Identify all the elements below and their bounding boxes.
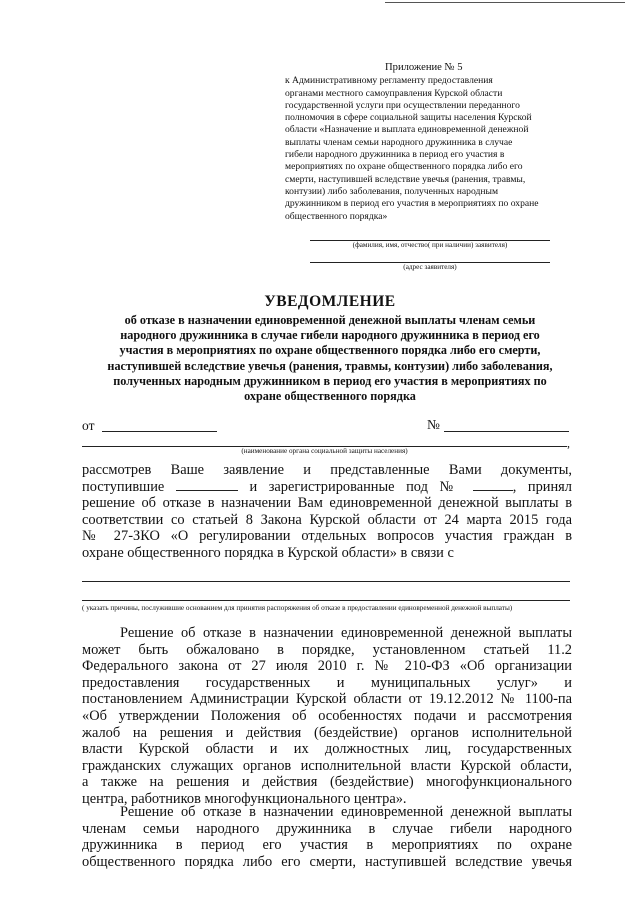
paragraph-line: центра, работников многофункционального центра». xyxy=(82,790,407,807)
paragraph-line: а также на решения и действия (бездействие) многофункционального xyxy=(82,774,572,791)
accepted-label: , принял xyxy=(512,478,572,495)
registration-number-blank xyxy=(473,479,513,491)
received-date-blank xyxy=(176,479,238,491)
applicant-address-field xyxy=(310,262,550,272)
paragraph-line xyxy=(82,479,572,496)
paragraph-line: членам семьи народного дружинника в случае гибели народного xyxy=(82,820,572,837)
organ-comma: , xyxy=(567,436,570,450)
notice-title: УВЕДОМЛЕНИЕ xyxy=(264,293,396,310)
appendix-line: к Административному регламенту предоставления xyxy=(285,75,493,87)
appendix-line: полномочия в сфере социальной защиты населения Курской xyxy=(285,112,532,124)
paragraph-line: власти Курской области и их должностных лиц, государственных xyxy=(82,741,572,758)
received-label: поступившие xyxy=(82,478,165,495)
number-label: № xyxy=(427,417,440,432)
appeal-paragraph xyxy=(82,625,572,808)
paragraph-line: жалоб на решения и действия (бездействие) органов исполнительной xyxy=(82,724,572,741)
subtitle-line: полученных народным дружинником в период его участия в мероприятиях по xyxy=(113,373,547,388)
subtitle-line: участия в мероприятиях по охране общественного порядка либо его смерти, xyxy=(119,343,541,358)
applicant-name-caption: (фамилия, имя, отчество( при наличии) заявителя) xyxy=(352,241,508,249)
appendix-line: контузии) либо заболевания, полученных народным xyxy=(285,185,499,197)
registered-label: и зарегистрированные под № xyxy=(249,478,462,495)
applicant-address-caption: (адрес заявителя) xyxy=(403,263,457,271)
paragraph-line: рассмотрев Ваше заявление и представленные Вами документы, xyxy=(82,462,572,478)
number-blank xyxy=(444,431,569,432)
paragraph-line: охране общественного порядка в Курской области» в связи с xyxy=(82,544,454,561)
paragraph-line: может быть обжаловано в порядке, установленном статьей 11.2 xyxy=(82,641,572,658)
appendix-line: мероприятиях по охране общественного порядка либо его xyxy=(285,161,523,173)
appendix-line: выплаты членам семьи народного дружинника в случае xyxy=(285,136,513,148)
reason-line xyxy=(82,581,570,582)
appendix-text xyxy=(285,75,585,223)
subtitle-line: наступившей вследствие увечья (ранения, травмы, контузии) либо заболевания, xyxy=(107,358,553,373)
paragraph-line: решение об отказе в назначении Вам единовременной денежной выплаты в xyxy=(82,495,572,512)
paragraph-line: «Об утверждении Положения об особенностях подачи и рассмотрения xyxy=(82,707,572,724)
subtitle-line: народного дружинника в случае гибели народного дружинника в период его xyxy=(120,328,540,343)
paragraph-line: дружинника в период его участия в мероприятиях по охране xyxy=(82,837,572,854)
top-rule xyxy=(385,2,625,3)
paragraph-line: Решение об отказе в назначении единовременной денежной выплаты xyxy=(120,804,572,820)
decision-paragraph xyxy=(82,462,572,562)
paragraph-line: Решение об отказе в назначении единовременной денежной выплаты xyxy=(120,625,572,641)
paragraph-line: соответствии со статьей 8 Закона Курской области от 24 марта 2015 года xyxy=(82,511,572,528)
paragraph-line: гражданских служащих органов исполнительной власти Курской области, xyxy=(82,757,572,774)
final-paragraph xyxy=(82,804,572,870)
organ-name-caption: (наименование органа социальной защиты населения) xyxy=(241,447,408,455)
date-blank xyxy=(102,431,217,432)
appendix-line: смерти, наступившей вследствие увечья (ранения, травмы, xyxy=(285,173,526,185)
applicant-name-field xyxy=(310,240,550,250)
paragraph-line: № 27-ЗКО «О регулировании отдельных вопросов участия граждан в xyxy=(82,528,572,545)
from-label: от xyxy=(82,418,95,433)
appendix-line: общественного порядка» xyxy=(285,210,388,222)
date-number-row xyxy=(82,418,572,434)
paragraph-line: постановлением Администрации Курской области от 19.12.2012 № 1100-па xyxy=(82,691,572,708)
paragraph-line: предоставления государственных и муниципальных услуг» и xyxy=(82,674,572,691)
paragraph-line: Федерального закона от 27 июля 2010 г. № 210-ФЗ «Об организации xyxy=(82,658,572,675)
subtitle-line: об отказе в назначении единовременной денежной выплаты членам семьи xyxy=(124,313,536,327)
appendix-line: государственной услуги при осуществлении переданного xyxy=(285,99,520,111)
appendix-line: органами местного самоуправления Курской области xyxy=(285,87,503,99)
appendix-title: Приложение № 5 xyxy=(385,62,463,73)
notice-subtitle xyxy=(80,313,580,404)
reason-caption: ( указать причины, послужившие основанием для принятия распоряжения об отказе в предоставлении единовременной денежной выплаты) xyxy=(82,604,513,612)
paragraph-line: общественного порядка либо его смерти, наступившей вследствие увечья xyxy=(82,853,572,870)
reason-line xyxy=(82,600,570,601)
appendix-line: области «Назначение и выплата единовременной денежной xyxy=(285,124,529,136)
appendix-block xyxy=(285,62,585,223)
appendix-line: гибели народного дружинника в период его участия в xyxy=(285,149,505,161)
subtitle-line: охране общественного порядка xyxy=(244,389,416,404)
appendix-line: дружинником в период его участия в мероприятиях по охране xyxy=(285,198,539,210)
notice-heading xyxy=(80,293,580,404)
